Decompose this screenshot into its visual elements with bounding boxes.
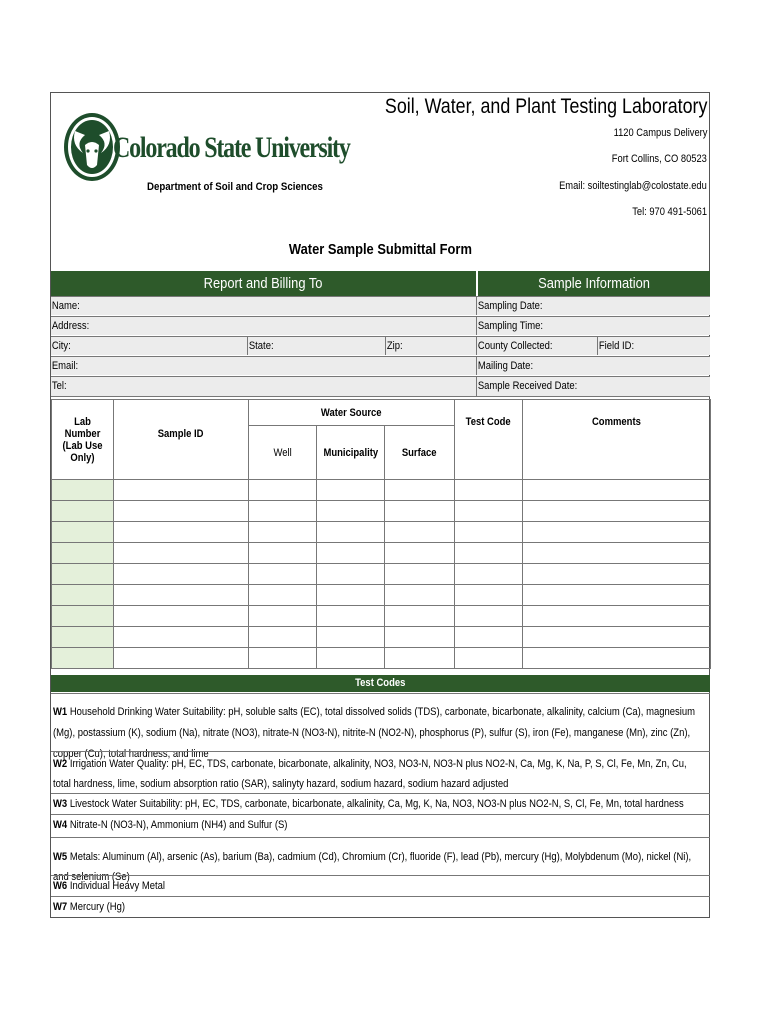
water-source-header: Water Source xyxy=(249,400,455,426)
comments-cell[interactable] xyxy=(523,648,711,669)
well-cell[interactable] xyxy=(249,501,317,522)
email-field[interactable]: Email: xyxy=(51,356,476,375)
municipality-cell[interactable] xyxy=(317,627,385,648)
zip-field[interactable]: Zip: xyxy=(386,340,403,352)
lab-title: Soil, Water, and Plant Testing Laboratory xyxy=(384,95,707,118)
department-name: Department of Soil and Crop Sciences xyxy=(147,181,323,193)
lab-number-cell xyxy=(52,501,114,522)
test-code-w5: W5 Metals: Aluminum (Al), arsenic (As), barium (Ba), cadmium (Cd), Chromium (Cr), fluoride (F), lead (Pb), mercury (Hg), Molybdenum (Mo), nickel (Ni), and selenium (Se) xyxy=(51,837,710,875)
table-row xyxy=(52,648,711,669)
test-code-cell[interactable] xyxy=(455,522,523,543)
sample-id-cell[interactable] xyxy=(114,501,249,522)
sample-id-cell[interactable] xyxy=(114,480,249,501)
municipality-header: Municipality xyxy=(317,426,385,480)
address-line: 1120 Campus Delivery xyxy=(613,127,707,139)
surface-cell[interactable] xyxy=(385,564,455,585)
comments-cell[interactable] xyxy=(523,501,711,522)
table-row xyxy=(52,627,711,648)
test-code-w6: W6 Individual Heavy Metal xyxy=(51,875,710,896)
municipality-cell[interactable] xyxy=(317,501,385,522)
table-row xyxy=(52,501,711,522)
sample-id-header: Sample ID xyxy=(114,400,249,480)
well-cell[interactable] xyxy=(249,564,317,585)
sample-id-cell[interactable] xyxy=(114,522,249,543)
surface-cell[interactable] xyxy=(385,480,455,501)
state-field[interactable]: State: xyxy=(248,340,274,352)
test-code-w3: W3 Livestock Water Suitability: pH, EC, TDS, carbonate, bicarbonate, alkalinity, Ca, Mg, K, Na, NO3, NO3-N plus NO2-N, S, Cl, Fe, Mn, total hardness xyxy=(51,793,710,814)
surface-cell[interactable] xyxy=(385,585,455,606)
well-cell[interactable] xyxy=(249,480,317,501)
sample-table xyxy=(51,399,711,669)
municipality-cell[interactable] xyxy=(317,648,385,669)
sample-id-cell[interactable] xyxy=(114,648,249,669)
well-cell[interactable] xyxy=(249,585,317,606)
university-wordmark: Colorado State University xyxy=(113,131,350,164)
phone-line: Tel: 970 491-5061 xyxy=(632,206,707,218)
surface-cell[interactable] xyxy=(385,543,455,564)
sample-id-cell[interactable] xyxy=(114,543,249,564)
county-fieldid-row[interactable] xyxy=(476,336,710,355)
test-code-cell[interactable] xyxy=(455,543,523,564)
comments-cell[interactable] xyxy=(523,606,711,627)
test-code-w7: W7 Mercury (Hg) xyxy=(51,896,710,918)
municipality-cell[interactable] xyxy=(317,606,385,627)
ram-head-icon xyxy=(64,113,120,181)
lab-number-cell xyxy=(52,480,114,501)
test-code-w1: W1 Household Drinking Water Suitability: pH, soluble salts (EC), total dissolved solids (TDS), carbonate, bicarbonate, alkalinity, calcium (Ca), magnesium (Mg), postassium (K), sodium (Na), nitrate (NO3), nitrate-N (NO3-N), nitrite-N (NO2-N), phosphorus (P), sulfur (S), iron (Fe), manganese (Mn), zinc (Zn), copper (Cu), total hardness, and lime xyxy=(51,693,710,751)
mailing-date-field[interactable]: Mailing Date: xyxy=(476,356,710,375)
table-row xyxy=(52,585,711,606)
well-cell[interactable] xyxy=(249,648,317,669)
surface-cell[interactable] xyxy=(385,501,455,522)
surface-cell[interactable] xyxy=(385,606,455,627)
comments-header: Comments xyxy=(523,400,711,480)
table-row xyxy=(52,564,711,585)
test-code-cell[interactable] xyxy=(455,606,523,627)
lab-number-cell xyxy=(52,585,114,606)
lab-number-cell xyxy=(52,522,114,543)
lab-number-header: Lab Number (Lab Use Only) xyxy=(52,400,114,480)
well-cell[interactable] xyxy=(249,606,317,627)
table-row xyxy=(52,606,711,627)
comments-cell[interactable] xyxy=(523,585,711,606)
table-row xyxy=(52,522,711,543)
well-cell[interactable] xyxy=(249,522,317,543)
municipality-cell[interactable] xyxy=(317,585,385,606)
comments-cell[interactable] xyxy=(523,564,711,585)
name-field[interactable]: Name: xyxy=(51,296,476,315)
municipality-cell[interactable] xyxy=(317,480,385,501)
test-code-header: Test Code xyxy=(455,400,523,480)
test-code-w4: W4 Nitrate-N (NO3-N), Ammonium (NH4) and Sulfur (S) xyxy=(51,814,710,837)
comments-cell[interactable] xyxy=(523,543,711,564)
surface-cell[interactable] xyxy=(385,522,455,543)
municipality-cell[interactable] xyxy=(317,522,385,543)
lab-number-cell xyxy=(52,564,114,585)
address-field[interactable]: Address: xyxy=(51,316,476,335)
table-row xyxy=(52,480,711,501)
sampling-time-field[interactable]: Sampling Time: xyxy=(476,316,710,335)
sampling-date-field[interactable]: Sampling Date: xyxy=(476,296,710,315)
test-code-cell[interactable] xyxy=(455,648,523,669)
lab-number-cell xyxy=(52,606,114,627)
address-line: Fort Collins, CO 80523 xyxy=(611,153,707,165)
test-code-w2: W2 Irrigation Water Quality: pH, EC, TDS, carbonate, bicarbonate, alkalinity, NO3, NO3-N, NO3-N plus NO2-N, Ca, Mg, K, Na, P, S, Cl, Fe, Mn, Zn, Cu, total hardness, lime, sodium absorption ratio (SAR), salinyty hazard, sodium hazard, sodium hazard adjusted xyxy=(51,751,710,793)
test-codes-heading: Test Codes xyxy=(51,675,710,692)
sample-id-cell[interactable] xyxy=(114,585,249,606)
test-code-cell[interactable] xyxy=(455,564,523,585)
surface-cell[interactable] xyxy=(385,627,455,648)
comments-cell[interactable] xyxy=(523,627,711,648)
surface-header: Surface xyxy=(385,426,455,480)
lab-number-cell xyxy=(52,648,114,669)
comments-cell[interactable] xyxy=(523,522,711,543)
sample-id-cell[interactable] xyxy=(114,606,249,627)
submittal-form-page xyxy=(50,92,710,918)
test-code-cell[interactable] xyxy=(455,501,523,522)
received-date-field[interactable]: Sample Received Date: xyxy=(476,376,710,397)
city-field[interactable]: City: xyxy=(51,340,71,352)
well-cell[interactable] xyxy=(249,627,317,648)
table-row xyxy=(52,543,711,564)
lab-number-cell xyxy=(52,627,114,648)
sample-id-cell[interactable] xyxy=(114,564,249,585)
municipality-cell[interactable] xyxy=(317,564,385,585)
test-code-cell[interactable] xyxy=(455,585,523,606)
lab-number-cell xyxy=(52,543,114,564)
sample-info-heading: Sample Information xyxy=(478,271,710,296)
email-line: Email: soiltestinglab@colostate.edu xyxy=(559,180,707,192)
test-code-cell[interactable] xyxy=(455,627,523,648)
billing-heading: Report and Billing To xyxy=(51,271,476,296)
comments-cell[interactable] xyxy=(523,480,711,501)
field-id-field[interactable]: Field ID: xyxy=(598,340,635,352)
surface-cell[interactable] xyxy=(385,648,455,669)
test-code-cell[interactable] xyxy=(455,480,523,501)
well-header: Well xyxy=(249,426,317,480)
city-state-zip-row[interactable] xyxy=(51,336,476,355)
municipality-cell[interactable] xyxy=(317,543,385,564)
well-cell[interactable] xyxy=(249,543,317,564)
tel-field[interactable]: Tel: xyxy=(51,376,476,397)
sample-id-cell[interactable] xyxy=(114,627,249,648)
form-title: Water Sample Submittal Form xyxy=(288,241,472,258)
csu-logo xyxy=(59,111,350,183)
county-field[interactable]: County Collected: xyxy=(477,340,553,352)
